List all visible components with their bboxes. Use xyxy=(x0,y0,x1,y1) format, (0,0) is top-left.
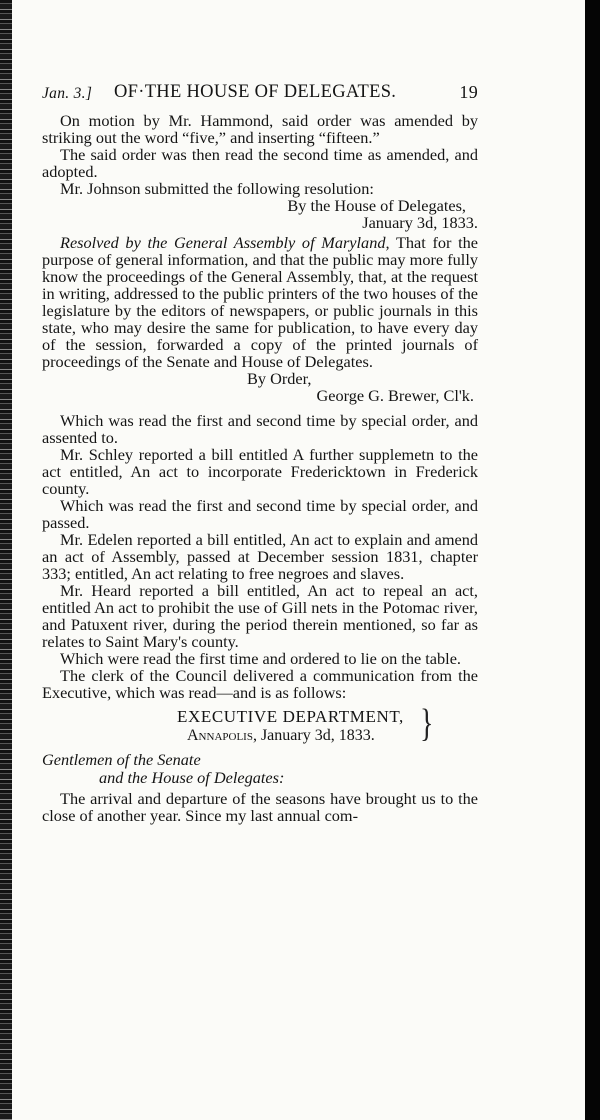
paragraph-assented: Which was read the first and second time by special order, and assented to. xyxy=(42,411,478,447)
executive-department-title: EXECUTIVE DEPARTMENT, xyxy=(177,707,404,726)
by-order: By Order, xyxy=(247,369,312,388)
salutation-line-2: and the House of Delegates: xyxy=(99,768,285,787)
executive-date: January 3d, 1833. xyxy=(260,727,375,744)
executive-place-date xyxy=(187,727,375,745)
resolved-body: That for the purpose of general information, and that the public may more fully know the proceedings of the General Assembly, that, at the request in writing, addressed to the public printers of the two houses of the legislature by the editors of newspapers, or public journals in this state, who may desire the same for publication, to have every day of the session, forwarded a copy of the printed journals of proceedings of the Senate and House of Delegates. xyxy=(42,233,478,371)
paragraph-message-start: The arrival and departure of the seasons have brought us to the close of another year. Since my last annual com- xyxy=(42,789,478,825)
paragraph-edelen: Mr. Edelen reported a bill entitled, An act to explain and amend an act of Assembly, passed at December session 1831, chapter 333; entitled, An act relating to free negroes and slaves. xyxy=(42,530,478,583)
resolved-lead: Resolved by the General Assembly of Maryland, xyxy=(60,233,390,252)
paragraph-schley: Mr. Schley reported a bill entitled A further supplemetn to the act entitled, An act to incorporate Fredericktown in Frederick county. xyxy=(42,445,478,498)
resolution-text xyxy=(42,234,478,370)
scan-left-edge xyxy=(0,0,12,1120)
brace-glyph: } xyxy=(420,702,434,746)
executive-place: Annapolis, xyxy=(187,727,257,744)
running-header xyxy=(42,82,478,112)
paragraph-johnson: Mr. Johnson submitted the following resolution: xyxy=(60,179,374,198)
paragraph-heard: Mr. Heard reported a bill entitled, An act to repeal an act, entitled An act to prohibit the use of Gill nets in the Potomac river, and Patuxent river, during the period therein mentioned, so far as relates to Saint Mary's county. xyxy=(42,581,478,651)
salutation-line-1: Gentlemen of the Senate xyxy=(42,750,201,769)
header-title: OF·THE HOUSE OF DELEGATES. xyxy=(114,82,397,102)
page-content xyxy=(42,82,478,824)
executive-heading xyxy=(42,702,478,747)
paragraph-clerk-council: The clerk of the Council delivered a communication from the Executive, which was read—and is as follows: xyxy=(42,666,478,702)
paragraph-passed: Which was read the first and second time by special order, and passed. xyxy=(42,496,478,532)
header-date: Jan. 3.] xyxy=(42,85,93,102)
resolution-by-house: By the House of Delegates, xyxy=(287,196,466,215)
paragraph-motion: On motion by Mr. Hammond, said order was amended by striking out the word “five,” and inserting “fifteen.” xyxy=(42,111,478,147)
page-number: 19 xyxy=(459,82,478,102)
resolution-date: January 3d, 1833. xyxy=(362,213,478,232)
paragraph-table: Which were read the first time and ordered to lie on the table. xyxy=(60,649,461,668)
clerk-signature: George G. Brewer, Cl'k. xyxy=(316,386,474,405)
scan-right-edge xyxy=(585,0,600,1120)
paragraph-second-reading: The said order was then read the second time as amended, and adopted. xyxy=(42,145,478,181)
document-page xyxy=(12,0,585,1120)
